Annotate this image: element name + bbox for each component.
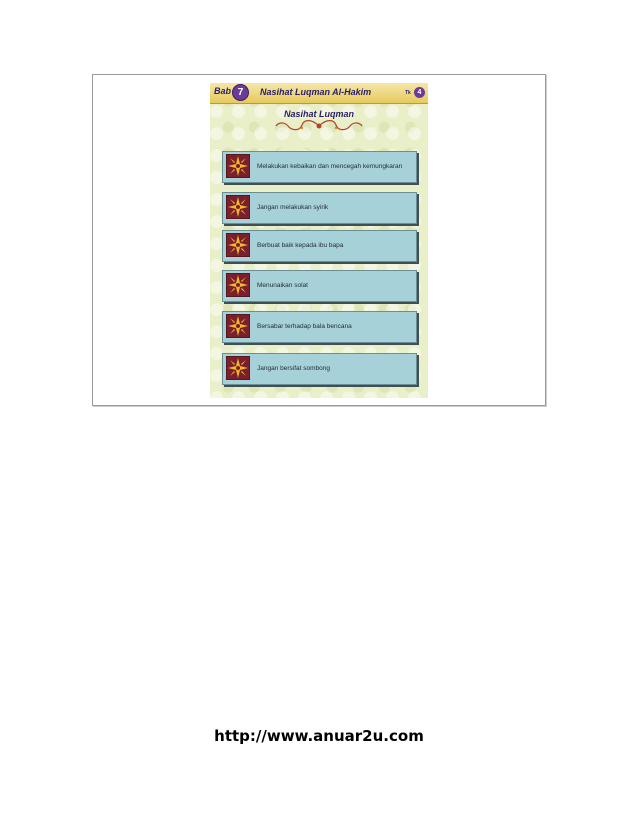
list-item (222, 270, 417, 302)
list-item (222, 311, 417, 343)
page-number-badge: 4 (414, 87, 425, 98)
star-ornament-icon (226, 233, 250, 257)
page-prefix: Tk (405, 90, 411, 96)
chapter-number-badge: 7 (232, 84, 249, 101)
section-title: Nasihat Luqman (283, 109, 354, 119)
list-item-label: Menunaikan solat (257, 282, 308, 289)
flourish-ornament-icon (274, 119, 364, 133)
list-item (222, 230, 417, 262)
footer-url: http://www.anuar2u.com (214, 727, 424, 745)
list-item-label: Melakukan kebaikan dan mencegah kemungkaran (257, 163, 403, 170)
star-ornament-icon (226, 195, 250, 219)
textbook-page (210, 83, 428, 398)
list-item (222, 151, 417, 183)
list-item (222, 353, 417, 385)
star-ornament-icon (226, 314, 250, 338)
star-ornament-icon (226, 356, 250, 380)
list-item-label: Jangan bersifat sombong (257, 365, 330, 372)
star-ornament-icon (226, 273, 250, 297)
list-item-label: Bersabar terhadap bala bencana (257, 323, 352, 330)
chapter-header (210, 83, 428, 104)
list-item (222, 192, 417, 224)
bab-label: Bab (214, 86, 232, 96)
list-item-label: Berbuat baik kepada ibu bapa (257, 242, 344, 249)
star-ornament-icon (226, 154, 250, 178)
list-item-label: Jangan melakukan syirik (257, 204, 329, 211)
chapter-title: Nasihat Luqman Al-Hakim (260, 87, 372, 97)
